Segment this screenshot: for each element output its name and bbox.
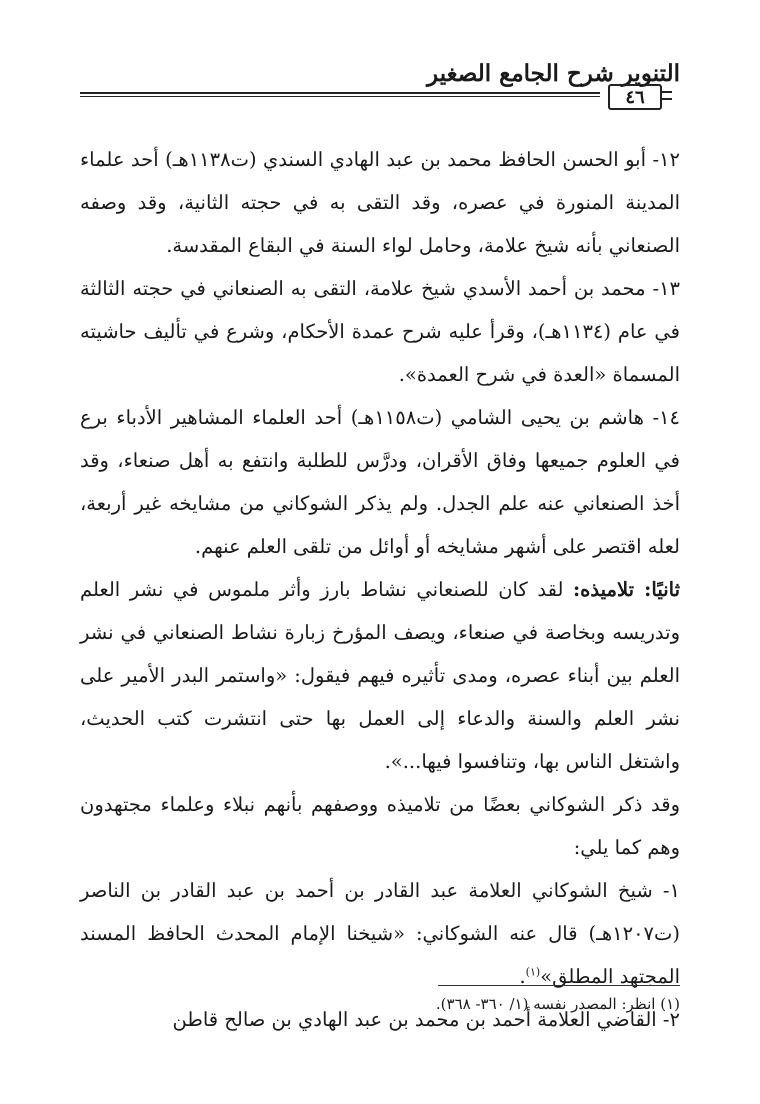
paragraph-students-intro: وقد ذكر الشوكاني بعضًا من تلاميذه ووصفهم بأنهم نبلاء وعلماء مجتهدون وهم كما يلي: — [80, 793, 680, 859]
students-text: لقد كان للصنعاني نشاط بارز وأثر ملموس في نشر العلم وتدريسه وبخاصة في صنعاء، ويصف المؤرخ زبارة نشاط الصنعاني في نشر العلم بين أبناء عصره، ومدى تأثيره فيهم فيقول: «واستمر البدر الأمير على نشر العلم والسنة والدعاء إلى العمل بها حتى انتشرت كتب الحديث، واشتغل الناس بها، وتنافسوا فيها...». — [80, 578, 680, 773]
paragraph-student-2: ٢- القاضي العلامة أحمد بن محمد بن عبد الهادي بن صالح قاطن — [172, 1008, 680, 1031]
header-rule-thin — [80, 96, 600, 97]
footnote-rule — [438, 985, 680, 986]
footnote-ref: (١) — [525, 965, 541, 979]
page-number: ٤٦ — [608, 84, 662, 110]
running-header — [80, 58, 680, 128]
student-1-text: ١- شيخ الشوكاني العلامة عبد القادر بن أحمد بن عبد القادر بن الناصر (ت١٢٠٧هـ) قال عنه الشوكاني: «شيخنا الإمام المحدث الحافظ المسند المجتهد المطلق» — [80, 879, 680, 988]
student-1-end: . — [519, 965, 526, 988]
section-label-students: ثانيًا: تلاميذه: — [572, 578, 680, 601]
paragraph-scholar-12: ١٢- أبو الحسن الحافظ محمد بن عبد الهادي السندي (ت١١٣٨هـ) أحد علماء المدينة المنورة في عصره، وقد التقى به في حجته الثانية، وقد وصفه الصنعاني بأنه شيخ علامة، وحامل لواء السنة في البقاع المقدسة. — [80, 148, 680, 257]
footnote: (١) انظر: المصدر نفسه (١/ ٣٦٠- ٣٦٨). — [435, 995, 680, 1013]
paragraph-students — [80, 568, 680, 783]
header-rule — [80, 92, 600, 94]
header-ornament — [662, 86, 680, 108]
paragraph-scholar-14: ١٤- هاشم بن يحيى الشامي (ت١١٥٨هـ) أحد العلماء المشاهير الأدباء برع في العلوم جميعها وفاق الأقران، ودرَّس للطلبة وانتفع به أهل صنعاء، وقد أخذ الصنعاني عنه علم الجدل. ولم يذكر الشوكاني من مشايخه غير أربعة، لعله اقتصر على أشهر مشايخه أو أوائل من تلقى العلم عنهم. — [80, 406, 680, 558]
paragraph-scholar-13: ١٣- محمد بن أحمد الأسدي شيخ علامة، التقى به الصنعاني في حجته الثالثة في عام (١١٣٤هـ)، وقرأ عليه شرح عمدة الأحكام، وشرع في تأليف حاشيته المسماة «العدة في شرح العمدة». — [80, 277, 680, 386]
main-text — [80, 138, 680, 1041]
running-header-title: التنوير شرح الجامع الصغير — [427, 60, 680, 87]
paragraph-student-1 — [80, 869, 680, 998]
